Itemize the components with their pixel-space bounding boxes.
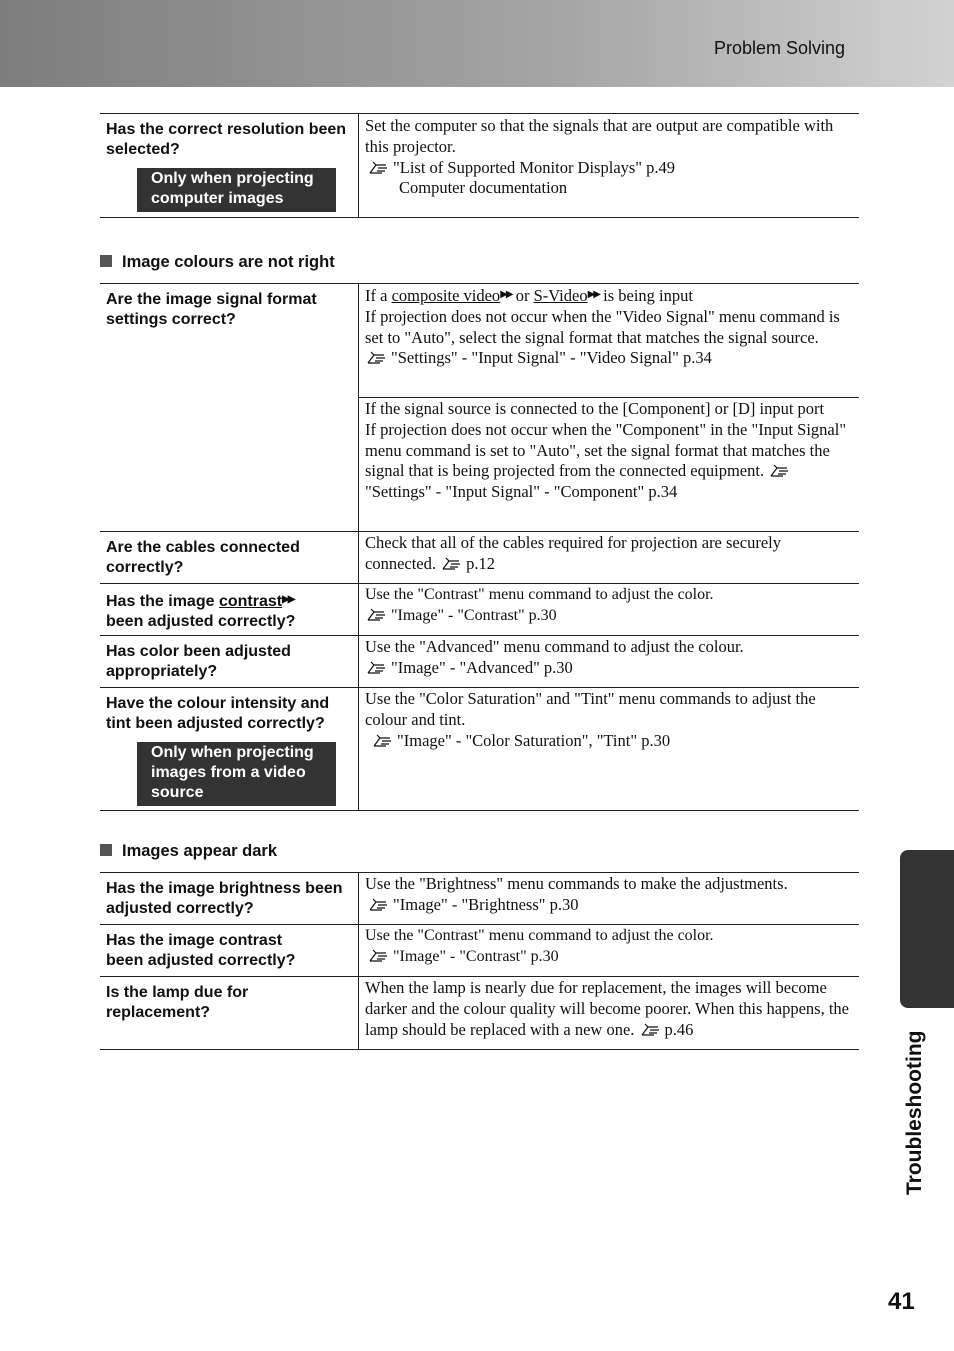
question-cell	[100, 584, 359, 635]
square-bullet-icon	[100, 255, 112, 267]
question-cell	[100, 977, 359, 1049]
table-row	[100, 531, 859, 583]
reference-hand-icon	[367, 661, 387, 675]
question-text: Has the image	[106, 593, 215, 610]
square-bullet-icon	[100, 844, 112, 856]
table-row	[100, 114, 859, 217]
glossary-arrow-icon: ▶▶	[500, 289, 512, 300]
question-text: been adjusted correctly?	[106, 952, 296, 969]
answer-text: When the lamp is nearly due for replacement, the images will become darker and the colour quality will become poorer. When this happens, the lamp should be replaced with a new one.	[365, 978, 850, 1039]
answer-cell	[359, 114, 859, 217]
reference-link[interactable]: "Image" - "Contrast" p.30	[393, 947, 559, 965]
composite-video-link[interactable]: composite video	[391, 286, 501, 305]
reference-link[interactable]: "Image" - "Advanced" p.30	[391, 657, 573, 677]
question-cell	[100, 925, 359, 976]
answer-cell	[359, 925, 859, 976]
answer-text: Use the "Contrast" menu command to adjust the color.	[365, 927, 714, 944]
question-text: Are the image signal format settings correct?	[106, 291, 317, 328]
reference-link[interactable]: "List of Supported Monitor Displays" p.49	[393, 157, 676, 177]
question-text: been adjusted correctly?	[106, 613, 296, 630]
question-cell	[100, 284, 359, 531]
table-row	[100, 976, 859, 1049]
question-text: Has the image contrast	[106, 932, 283, 949]
reference-link[interactable]: "Image" - "Contrast" p.30	[391, 606, 557, 624]
reference-link[interactable]: "Image" - "Color Saturation", "Tint" p.30	[397, 730, 671, 750]
page-number: 41	[888, 1288, 915, 1315]
answer-text: or	[515, 286, 530, 305]
table-row	[100, 284, 859, 531]
question-cell	[100, 636, 359, 687]
table-row	[100, 924, 859, 976]
section-title: Images appear dark	[122, 842, 277, 860]
answer-cell	[359, 284, 859, 531]
question-cell	[100, 114, 359, 217]
answer-text: If a	[365, 286, 388, 305]
reference-link[interactable]: p.12	[466, 553, 496, 573]
contrast-link[interactable]: contrast	[218, 593, 283, 610]
question-cell	[100, 532, 359, 583]
answer-text: Check that all of the cables required for projection are securely connected.	[365, 533, 781, 573]
table-row	[100, 873, 859, 924]
resolution-table	[100, 113, 859, 218]
chapter-tab	[900, 850, 954, 1008]
question-text: Has the correct resolution been selected?	[106, 121, 347, 158]
s-video-link[interactable]: S-Video	[533, 286, 588, 305]
answer-text: is being input	[603, 286, 693, 305]
question-text: Is the lamp due for replacement?	[106, 984, 249, 1021]
condition-badge: Only when projecting computer images	[137, 168, 336, 212]
reference-hand-icon	[641, 1023, 661, 1037]
answer-cell	[359, 584, 859, 635]
answer-text: If projection does not occur when the "Component" in the "Input Signal" menu command is set to "Auto", set the signal format that matches the signal that is being projected from the connected equipment.	[365, 419, 847, 481]
glossary-arrow-icon: ▶▶	[282, 594, 294, 605]
section-heading	[100, 842, 277, 861]
reference-hand-icon	[367, 608, 387, 622]
reference-link[interactable]: "Image" - "Brightness" p.30	[393, 894, 579, 914]
reference-hand-icon	[369, 898, 389, 912]
answer-text: If projection does not occur when the "Video Signal" menu command is set to "Auto", select the signal format that matches the signal source.	[365, 306, 840, 347]
page-header	[0, 0, 954, 87]
reference-hand-icon	[369, 949, 389, 963]
table-row	[100, 583, 859, 635]
answer-cell	[359, 532, 859, 583]
reference-hand-icon	[369, 161, 389, 175]
condition-badge: Only when projecting images from a video source	[137, 742, 336, 806]
answer-text: Use the "Color Saturation" and "Tint" menu commands to adjust the colour and tint.	[365, 689, 816, 729]
colour-table	[100, 283, 859, 811]
answer-text: Use the "Brightness" menu commands to make the adjustments.	[365, 874, 788, 893]
answer-text: Use the "Advanced" menu command to adjust the colour.	[365, 637, 744, 656]
answer-text: If the signal source is connected to the [Component] or [D] input port	[365, 399, 825, 418]
question-cell	[100, 873, 359, 924]
answer-text: Use the "Contrast" menu command to adjust the color.	[365, 586, 714, 603]
answer-cell	[359, 977, 859, 1049]
table-row	[100, 687, 859, 810]
reference-hand-icon	[442, 557, 462, 571]
section-title: Image colours are not right	[122, 253, 335, 271]
question-text: Has color been adjusted appropriately?	[106, 643, 291, 680]
question-text: Has the image brightness been adjusted correctly?	[106, 880, 343, 917]
header-title: Problem Solving	[713, 38, 845, 58]
reference-link[interactable]: p.46	[664, 1019, 694, 1039]
reference-hand-icon	[770, 464, 790, 478]
dark-images-table	[100, 872, 859, 1050]
reference-link[interactable]: "Settings" - "Input Signal" - "Component" p.34	[365, 482, 678, 502]
answer-text: Set the computer so that the signals that are output are compatible with this projector.	[365, 116, 834, 156]
reference-link: Computer documentation	[399, 178, 568, 198]
reference-link[interactable]: "Settings" - "Input Signal" - "Video Signal" p.34	[391, 348, 712, 368]
table-row	[100, 635, 859, 687]
answer-cell	[359, 688, 859, 810]
question-text: Are the cables connected correctly?	[106, 539, 300, 576]
question-text: Have the colour intensity and tint been adjusted correctly?	[106, 695, 330, 732]
reference-hand-icon	[373, 734, 393, 748]
reference-hand-icon	[367, 351, 387, 365]
question-cell	[100, 688, 359, 810]
answer-cell	[359, 636, 859, 687]
answer-cell	[359, 873, 859, 924]
chapter-label: Troubleshooting	[903, 1030, 926, 1195]
section-heading	[100, 253, 335, 272]
glossary-arrow-icon: ▶▶	[587, 289, 599, 300]
